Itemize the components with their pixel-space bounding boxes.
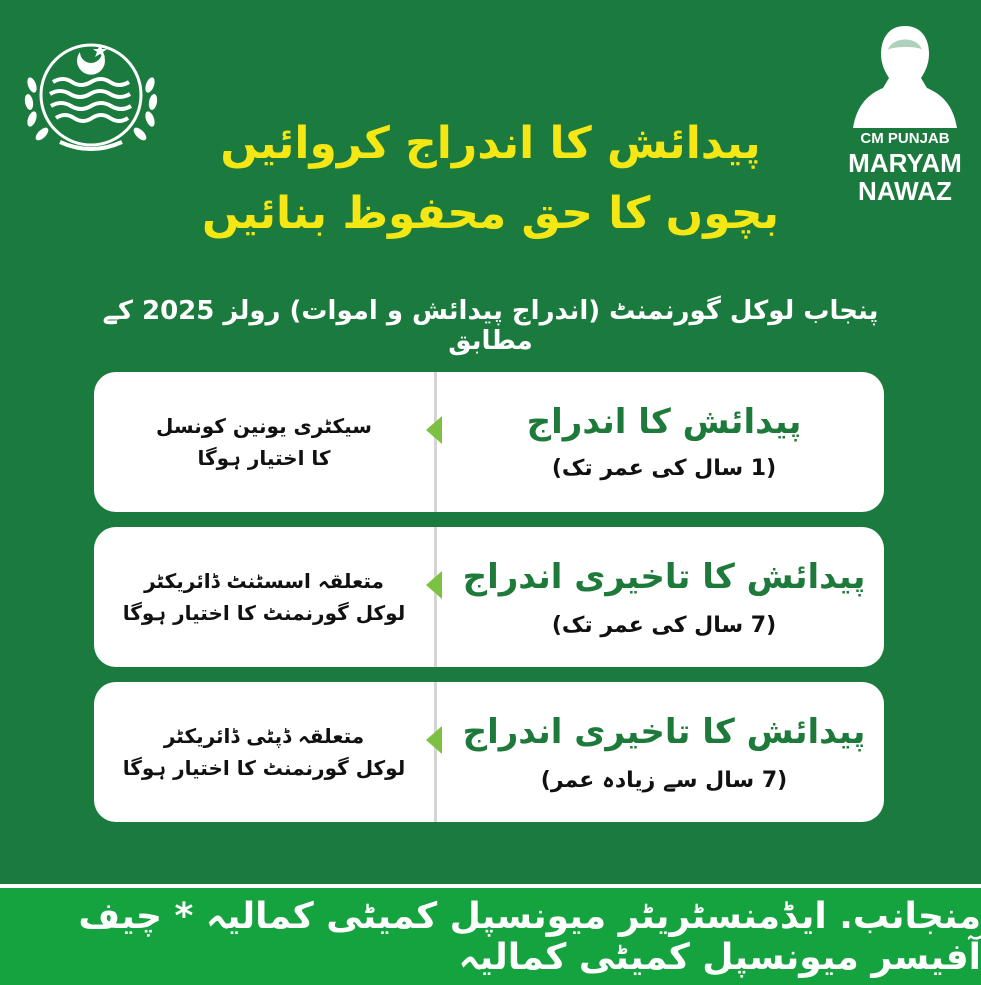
card-authority-line-2: لوکل گورنمنٹ کا اختیار ہوگا	[122, 756, 406, 780]
card-subtitle: (7 سال سے زیادہ عمر)	[540, 768, 788, 793]
card-subtitle: (1 سال کی عمر تک)	[551, 456, 777, 481]
punjab-government-emblem-icon	[20, 30, 162, 160]
card-authority-line-2: کا اختیار ہوگا	[197, 446, 331, 470]
badge-nawaz-text: NAWAZ	[858, 176, 952, 206]
green-arrow-icon	[426, 416, 442, 444]
badge-maryam-text: MARYAM	[848, 148, 962, 178]
card-authority-line-2: لوکل گورنمنٹ کا اختیار ہوگا	[122, 601, 406, 625]
footer-banner	[0, 888, 981, 985]
card-authority-line-1: متعلقہ اسسٹنٹ ڈائریکٹر	[144, 569, 384, 593]
chief-minister-portrait-icon	[850, 18, 960, 128]
card-title: پیدائش کا تاخیری اندراج	[462, 712, 866, 752]
card-subtitle: (7 سال کی عمر تک)	[551, 613, 777, 638]
green-arrow-icon	[426, 726, 442, 754]
registration-card-2	[94, 527, 884, 667]
card-authority-line-1: سیکٹری یونین کونسل	[156, 414, 372, 438]
badge-cm-punjab-text: CM PUNJAB	[860, 130, 950, 147]
card-title: پیدائش کا اندراج	[526, 402, 802, 442]
registration-card-1	[94, 372, 884, 512]
rules-subtitle: پنجاب لوکل گورنمنٹ (اندراج پیدائش و اموات) رولز 2025 کے مطابق	[102, 296, 879, 356]
registration-card-3	[94, 682, 884, 822]
headline-line-2: بچوں کا حق محفوظ بنائیں	[201, 188, 780, 239]
headline-line-1: پیدائش کا اندراج کروائیں	[220, 118, 761, 169]
cm-punjab-badge	[846, 18, 964, 216]
footer-issuer-text: منجانب. ایڈمنسٹریٹر میونسپل کمیٹی کمالیہ * چیف آفیسر میونسپل کمیٹی کمالیہ	[78, 895, 981, 978]
card-title: پیدائش کا تاخیری اندراج	[462, 557, 866, 597]
card-authority-line-1: متعلقہ ڈپٹی ڈائریکٹر	[163, 724, 365, 748]
green-arrow-icon	[426, 571, 442, 599]
